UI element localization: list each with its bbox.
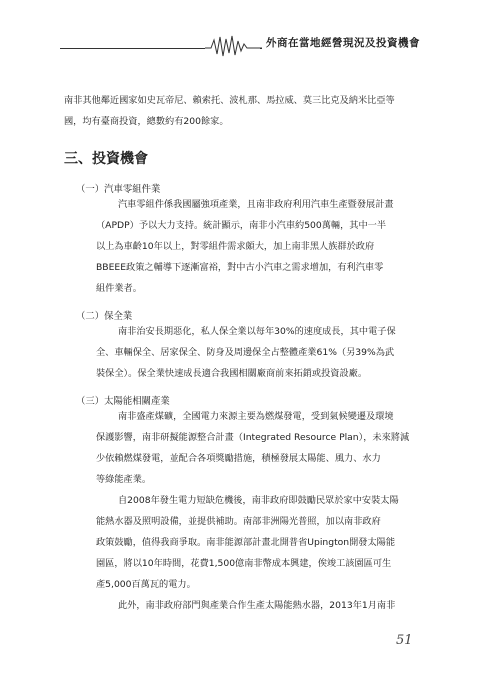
section-heading: 三、投資機會 [64, 151, 148, 167]
text-line: 全、車輛保全、居家保全、防身及周邊保全占整體產業61%（另39%為武 [96, 347, 395, 358]
text-line: 此外，南非政府部門與產業合作生產太陽能熱水器，2013年1月南非 [118, 600, 396, 611]
text-line: 裝保全）。保全業快速成長適合我國相關廠商前來拓銷或投資設廠。 [96, 368, 368, 379]
text-line: BBEEE政策之輔導下逐漸富裕，對中古小汽車之需求增加，有利汽車零 [96, 262, 384, 273]
text-line: 自2008年發生電力短缺危機後，南非政府即鼓勵民眾於家中安裝太陽 [118, 495, 399, 506]
waveform-icon [205, 34, 265, 58]
text-line: 能熱水器及照明設備，並提供補助。南部非洲陽光普照，加以南非政府 [96, 516, 381, 527]
text-line: 組件業者。 [96, 283, 142, 294]
text-line: 汽車零組件係我國屬強項產業，且南非政府利用汽車生產暨發展計畫 [118, 199, 394, 210]
subsection-label: （三）太陽能相關產業 [76, 396, 170, 407]
text-line: 園區，將以10年時間，花費1,500億南非幣成本興建，俟竣工該園區可生 [96, 558, 392, 569]
text-line: 少依賴燃煤發電，並配合各項獎勵措施，積極發展太陽能、風力、水力 [96, 453, 381, 464]
header-rule-left [60, 48, 205, 49]
text-line: （APDP）予以大力支持。統計顯示，南非小汽車約500萬輛，其中一半 [96, 220, 387, 231]
page-number: 51 [396, 633, 413, 648]
text-line: 產5,000百萬瓦的電力。 [96, 579, 196, 590]
subsection-label: （二）保全業 [76, 311, 133, 322]
text-line: 等綠能產業。 [96, 474, 152, 485]
text-line: 以上為車齡10年以上，對零組件需求頗大，加上南非黑人族群於政府 [96, 241, 375, 252]
header-title: 外商在當地經營現況及投資機會 [262, 35, 420, 50]
text-line: 南非盛產煤礦，全國電力來源主要為燃煤發電，受到氣候變遷及環境 [118, 411, 394, 422]
text-line: 南非其他鄰近國家如史瓦帝尼、賴索托、波札那、馬拉威、莫三比克及納米比亞等 [64, 95, 395, 106]
text-line: 保護影響，南非研擬能源整合計畫（Integrated Resource Plan），未來將減 [96, 432, 410, 443]
text-line: 南非治安長期惡化，私人保全業以每年30%的速度成長，其中電子保 [118, 326, 396, 337]
page-header [60, 34, 420, 58]
subsection-label: （一）汽車零組件業 [76, 184, 161, 195]
text-line: 政策鼓勵，值得我商爭取。南非能源部計畫北開普省Upington開發太陽能 [96, 537, 396, 548]
text-line: 國，均有臺商投資，總數約有200餘家。 [64, 116, 229, 127]
